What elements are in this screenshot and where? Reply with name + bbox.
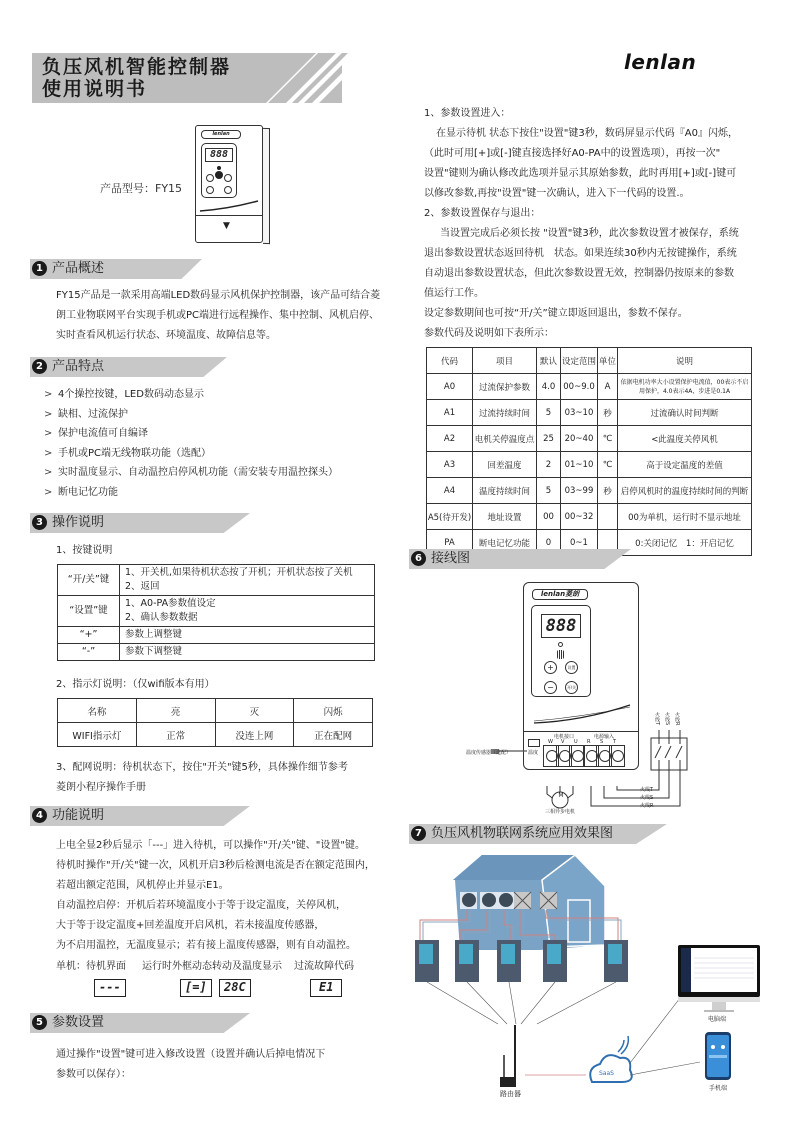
table-row: A2 电机关停温度点 25 20~40 ℃ <此温度关停风机 <box>427 426 752 452</box>
temp-port-label: 温度 <box>528 750 539 756</box>
wiring-device-display: 888 <box>541 614 581 638</box>
product-logo: lenlan <box>201 130 241 139</box>
section-header-overview: 1 产品概述 <box>30 259 202 279</box>
title-stripes-right <box>268 53 348 103</box>
table-row: “+” 参数上调整键 <box>58 627 375 644</box>
overview-text: FY15产品是一款采用高端LED数码显示风机保护控制器，该产品可结合菱朗工业物联网平台实现手机或PC端进行远程操作、集中控制、风机启停、实时查看风机运行状态、环境温度、故障信息等。 <box>56 290 381 341</box>
display-code-fault: E1 <box>310 979 342 997</box>
params-intro-line1: 通过操作"设置"键可进入修改设置（设置并确认后掉电情况下 <box>56 1049 326 1060</box>
display-label-running: 运行时外框动态转动及温度显示 <box>142 961 282 972</box>
param-setup-text: 1、参数设置进入： 在显示待机 状态下按住"设置"键3秒，数码屏显示代码『A0』闪烁， （此时可用[+]或[-]键直接选择好A0-PA中的设置选项），再按一次" 设置"键则为确认修改此选项并显示其原始参数，此时再用[+]或[-]键可 以修改参数,再按"设置"键一次确认，进入下一代码的设置.。 2、参数设置保存与退出： 当设置完成后必须长按 "设置"键3秒，此次参数设置才被保存，系统 退出参数设置状态返回待机 状态。如果连续30秒内无按键操作，系统 自动退出参数设置状态，但此次参数设置无效，控制器仍按原来的参数 值运行工作。 设定参数期间也可按“开/关”键立即返回退出，参数不保存。 参数代码及说明如下表所示： <box>424 108 739 339</box>
set-button-icon: 设置 <box>565 661 578 674</box>
router-label: 路由器 <box>500 1090 521 1098</box>
table-header-row: 名称 亮 灭 闪烁 <box>58 699 373 723</box>
live-label-s: 火线S <box>664 712 670 726</box>
brand-logo: lenlan <box>624 50 697 74</box>
speaker-grille-icon <box>557 650 564 659</box>
minus-button-icon: − <box>544 681 557 694</box>
power-button-icon: 开/关 <box>565 681 578 694</box>
table-row: “-” 参数下调整键 <box>58 644 375 661</box>
title-line-2: 使用说明书 <box>42 78 148 100</box>
wiring-device-panel <box>531 605 591 697</box>
table-row: A3 回差温度 2 01~10 ℃ 高于设定温度的差值 <box>427 452 752 478</box>
wire-label-t: 火线T <box>640 787 654 793</box>
feature-item: > 手机或PC端无线物联功能（选配） <box>44 447 212 459</box>
section-header-features: 2 产品特点 <box>30 357 227 377</box>
product-illustration <box>195 125 271 245</box>
table-row: A4 温度持续时间 5 03~99 秒 启停风机时的温度持续时间的判断 <box>427 478 752 504</box>
motor-symbol: M <box>558 792 564 799</box>
product-set-button-icon <box>224 174 232 182</box>
product-plus-button-icon <box>206 174 214 182</box>
feature-item: > 缺相、过流保护 <box>44 408 128 420</box>
features-list <box>44 385 384 502</box>
table-row: WIFI指示灯 正常 没连上网 正在配网 <box>58 723 373 747</box>
iot-diagram <box>400 850 793 1120</box>
motor-caption: 三相异步电机 <box>545 809 576 815</box>
feature-item: > 实时温度显示、自动温控启停风机功能（需安装专用温控探头） <box>44 467 338 478</box>
table-header-row: 代码 项目 默认 设定范围 单位 说明 <box>427 348 752 374</box>
table-row: “设置”键 1、A0-PA参数值设定 2、确认参数数据 <box>58 596 375 627</box>
wifi-led-icon <box>558 642 563 647</box>
title-line-1: 负压风机智能控制器 <box>42 56 232 78</box>
indicator-subheading: 2、指示灯说明：（仅wifi版本有用） <box>56 679 215 690</box>
sensor-label: 温度传感器（选配） <box>466 750 512 756</box>
table-row: PA 断电记忆功能 0 0~1 0:关闭记忆 1：开启记忆 <box>427 530 752 556</box>
wire-label-s: 火线S <box>640 795 654 801</box>
cloud-label: SaaS <box>599 1070 614 1077</box>
display-code-running: [=] <box>180 979 212 997</box>
product-minus-button-icon <box>206 186 214 194</box>
network-config-line2: 菱朗小程序操作手册 <box>56 782 146 793</box>
param-table <box>426 347 752 556</box>
network-config-line1: 3、配网说明：待机状态下，按住"开关"键5秒，具体操作细节参考 <box>56 762 348 773</box>
table-row: “开/关”键 1、开关机,如果待机状态按了开机；开机状态按了关机 2、返回 <box>58 565 375 596</box>
feature-item: > 4个操控按键，LED数码动态显示 <box>44 389 204 400</box>
section-header-params: 5 参数设置 <box>30 1013 250 1033</box>
model-label: 产品型号：FY15 <box>100 182 183 195</box>
live-label-r: 火线R <box>674 712 680 726</box>
display-code-standby: --- <box>94 979 126 997</box>
product-panel <box>201 143 237 198</box>
section-header-wiring: 6 接线图 <box>409 549 631 569</box>
section-header-functions: 4 功能说明 <box>30 806 250 826</box>
display-label-standby: 单机：待机界面 <box>56 961 126 972</box>
indicator-table <box>57 698 373 747</box>
phone-label: 手机端 <box>709 1085 728 1092</box>
wiring-device-logo: lenlan菱朗 <box>532 589 588 600</box>
feature-item: > 保护电流值可自编译 <box>44 428 148 439</box>
plus-button-icon: + <box>544 661 557 674</box>
functions-text: 上电全显2秒后显示「---」进入待机，可以操作"开/关"键、"设置"键。 待机时操作"开/关"键一次，风机开启3秒后检测电流是否在额定范围内， 若超出额定范围，风机停止并显示E1。 自动温控启停：开机后若环境温度小于等于设定温度，关停风机， 大于等于设定温度+回差温度开启风机，若未接温度传感器， 为不启用温控，无温度显示；若有接上温度传感器，则有自动温控。 <box>56 840 375 951</box>
keys-subheading: 1、按键说明 <box>56 545 113 556</box>
power-input-label: 电源输入 <box>594 734 615 740</box>
section-header-iot: 7 负压风机物联网系统应用效果图 <box>409 824 667 844</box>
keys-table <box>57 564 375 661</box>
table-row: A5(待开发) 地址设置 00 00~32 00为单机，运行时不显示地址 <box>427 504 752 530</box>
product-arrow-icon: ▼ <box>223 221 230 231</box>
wiring-device: lenlan菱朗 888 + 设置 − 开/关 电机接口 电源输入 W V U R S T 温度 <box>523 582 639 770</box>
table-row: A0 过流保护参数 4.0 00~9.0 A 依据电机功率大小设置保护电流值，00表示不启用保护，4.0表示4A，步进是0.1A <box>427 374 752 400</box>
motor-port-label: 电机接口 <box>554 734 575 740</box>
fan-icons <box>460 892 557 909</box>
params-intro-line2: 参数可以保存）： <box>56 1069 131 1080</box>
product-display: 888 <box>205 148 233 162</box>
wire-label-r: 火线R <box>640 803 654 809</box>
pc-label: 电脑端 <box>708 1016 727 1023</box>
feature-item: > 断电记忆功能 <box>44 486 118 498</box>
product-power-button-icon <box>224 186 232 194</box>
live-label-t: 火线T <box>654 712 660 726</box>
product-swoosh <box>198 199 260 213</box>
display-code-temp: 28C <box>219 979 251 997</box>
section-header-operation: 3 操作说明 <box>30 513 250 533</box>
display-label-fault: 过流故障代码 <box>294 961 354 972</box>
table-row: A1 过流持续时间 5 03~10 秒 过流确认时间判断 <box>427 400 752 426</box>
